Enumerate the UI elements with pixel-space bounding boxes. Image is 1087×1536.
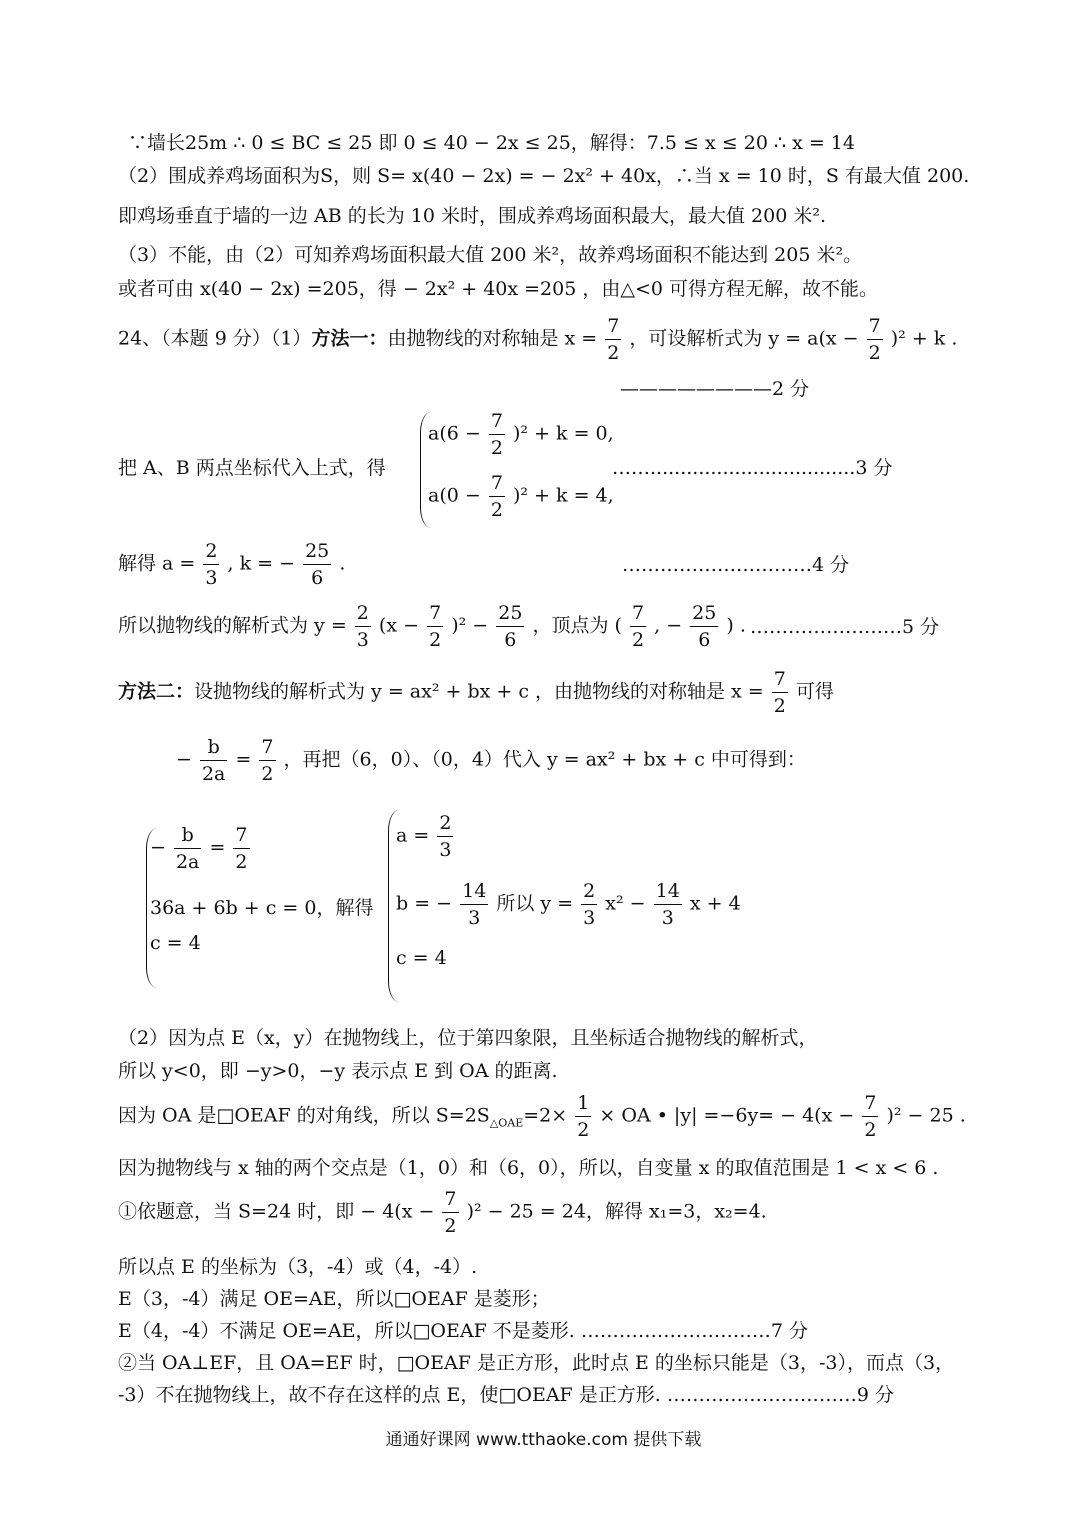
- fraction: $\frac{2}{3}$: [439, 812, 452, 861]
- system-eq-2: a(0 − $\frac{7}{2}$ )² + k = 4,: [428, 472, 614, 521]
- score-3: ……..................................3 分: [612, 457, 893, 479]
- fraction: $\frac{2}{3}$: [583, 880, 596, 929]
- fraction: $\frac{7}{2}$: [773, 668, 786, 717]
- fraction: $\frac{7}{2}$: [607, 315, 620, 364]
- part2-line-7: E（3，-4）满足 OE=AE，所以□OEAF 是菱形；: [118, 1288, 550, 1310]
- result-line: 所以抛物线的解析式为 y = $\frac{2}{3}$ (x − $\frac{7}{2}$ )² − $\frac{25}{6}$ ，顶点为 ( $\frac{7}{2}$ , − $\frac{25}{6}$ ) .: [118, 602, 746, 651]
- fraction: $\frac{25}{6}$: [305, 540, 330, 589]
- fraction: $\frac{2}{3}$: [356, 602, 369, 651]
- fraction: $\frac{7}{2}$: [261, 736, 274, 785]
- line-4: （3）不能，由（2）可知养鸡场面积最大值 200 米²，故养鸡场面积不能达到 205 米²。: [118, 244, 863, 266]
- line-2: （2）围成养鸡场面积为S，则 S= x(40 − 2x) = − 2x² + 40x，∴当 x = 10 时，S 有最大值 200.: [118, 165, 970, 187]
- fraction: $\frac{7}{2}$: [490, 472, 503, 521]
- part2-line-8: E（4，-4）不满足 OE=AE，所以□OEAF 不是菱形. …………………………7 分: [118, 1320, 809, 1342]
- footer-source: 通通好课网 www.tthaoke.com 提供下载: [385, 1430, 702, 1450]
- fraction: $\frac{7}{2}$: [235, 824, 248, 873]
- part2-line-6: 所以点 E 的坐标为（3，-4）或（4，-4）.: [118, 1256, 478, 1278]
- score-2: ————————2 分: [620, 378, 810, 400]
- fraction: $\frac{14}{3}$: [655, 880, 680, 929]
- system2-eq-2: 36a + 6b + c = 0，解得: [150, 897, 374, 919]
- method-one-text-3: )² + k .: [890, 327, 958, 350]
- solve-line: 解得 a = $\frac{2}{3}$ , k = − $\frac{25}{6}$ .: [118, 540, 346, 589]
- fraction: $\frac{b}{2a}$: [175, 824, 200, 873]
- line-substitute: 把 A、B 两点坐标代入上式，得: [118, 457, 386, 479]
- fraction: $\frac{b}{2a}$: [201, 736, 226, 785]
- part2-line-2: 所以 y<0，即 −y>0，−y 表示点 E 到 OA 的距离.: [118, 1060, 558, 1082]
- problem-label: 24、（本题 9 分）（1）: [118, 327, 312, 350]
- fraction: $\frac{25}{6}$: [692, 602, 717, 651]
- part2-line-1: （2）因为点 E（x，y）在抛物线上，位于第四象限，且坐标适合抛物线的解析式，: [118, 1027, 818, 1049]
- score-5: ……………………5 分: [750, 616, 940, 638]
- fraction: $\frac{7}{2}$: [444, 1188, 457, 1237]
- part2-line-10: -3）不在抛物线上，故不存在这样的点 E，使□OEAF 是正方形. …………………………9 分: [118, 1384, 894, 1406]
- fraction: $\frac{1}{2}$: [577, 1092, 590, 1141]
- line-5: 或者可由 x(40 − 2x) =205，得 − 2x² + 40x =205 ，由△<0 可得方程无解，故不能。: [118, 278, 879, 300]
- fraction: $\frac{7}{2}$: [631, 602, 645, 651]
- method-two-label: 方法二：: [118, 680, 195, 703]
- part2-line-4: 因为抛物线与 x 轴的两个交点是（1，0）和（6，0），所以，自变量 x 的取值范围是 1 < x < 6 .: [118, 1157, 939, 1179]
- score-4: …………………………4 分: [622, 554, 850, 576]
- system3-eq-2: b = − $\frac{14}{3}$ 所以 y = $\frac{2}{3}$ x² − $\frac{14}{3}$ x + 4: [396, 880, 741, 929]
- part2-line-9: ②当 OA⊥EF，且 OA=EF 时，□OEAF 是正方形，此时点 E 的坐标只能是（3，-3），而点（3，: [118, 1352, 955, 1374]
- fraction: $\frac{7}{2}$: [429, 602, 442, 651]
- method-one-text-2: ，可设解析式为 y = a(x −: [629, 327, 859, 350]
- method-one-label: 方法一：: [311, 327, 388, 350]
- system2-eq-1: − $\frac{b}{2a}$ = $\frac{7}{2}$: [150, 824, 248, 873]
- system3-eq-3: c = 4: [396, 947, 447, 969]
- problem-24-header: [118, 313, 957, 366]
- part2-line-5: ①依题意，当 S=24 时，即 − 4(x − $\frac{7}{2}$ )² − 25 = 24，解得 x₁=3，x₂=4.: [118, 1188, 767, 1237]
- fraction: $\frac{7}{2}$: [864, 1092, 877, 1141]
- line-3: 即鸡场垂直于墙的一边 AB 的长为 10 米时，围成养鸡场面积最大，最大值 200 米².: [118, 205, 827, 227]
- method-one-text: 由抛物线的对称轴是 x =: [387, 327, 598, 350]
- fraction: $\frac{25}{6}$: [498, 602, 523, 651]
- system3-eq-1: a = $\frac{2}{3}$: [396, 812, 452, 861]
- system2-eq-3: c = 4: [150, 932, 201, 954]
- fraction: $\frac{7}{2}$: [868, 315, 881, 364]
- fraction: $\frac{14}{3}$: [462, 880, 487, 929]
- method-two-line-2: − $\frac{b}{2a}$ = $\frac{7}{2}$ ，再把（6，0）、（0，4）代入 y = ax² + bx + c 中可得到：: [176, 736, 806, 785]
- method-two-line: 方法二：设抛物线的解析式为 y = ax² + bx + c ，由抛物线的对称轴是 x = $\frac{7}{2}$ 可得: [118, 668, 834, 717]
- system-eq-1: a(6 − $\frac{7}{2}$ )² + k = 0,: [428, 410, 614, 459]
- line-1: ∵墙长25m ∴ 0 ≤ BC ≤ 25 即 0 ≤ 40 − 2x ≤ 25，解得：7.5 ≤ x ≤ 20 ∴ x = 14: [128, 132, 855, 154]
- part2-line-3: 因为 OA 是□OEAF 的对角线，所以 $S=2S_{\triangle OAE}=2\times$ $\frac{1}{2}$ × OA • |y| =−6y= − 4(x − $\frac{7}{2}$ )² − 25 .: [118, 1092, 966, 1141]
- fraction: $\frac{2}{3}$: [205, 540, 218, 589]
- fraction: $\frac{7}{2}$: [490, 410, 503, 459]
